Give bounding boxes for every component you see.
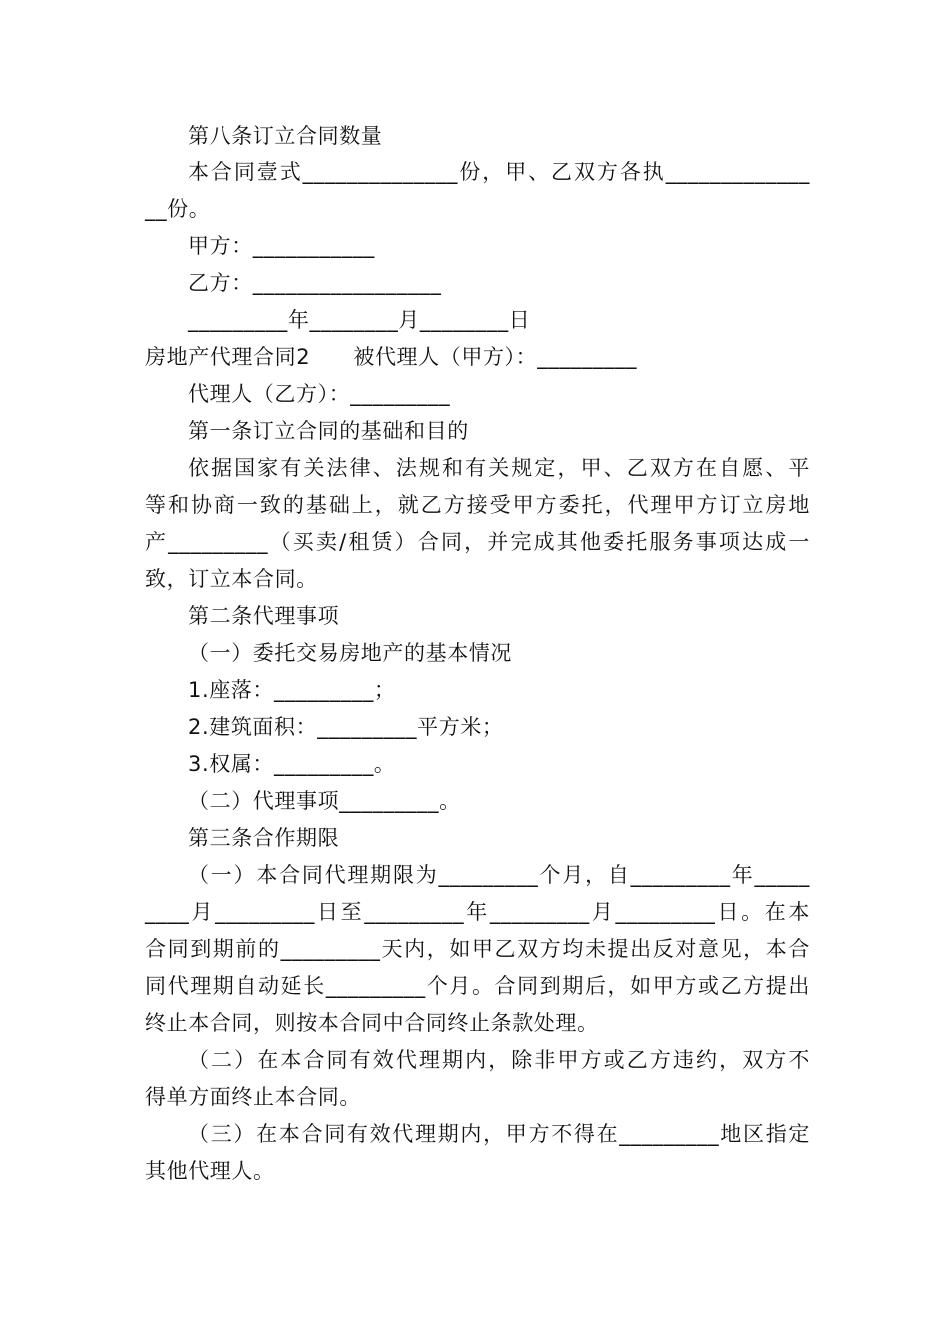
item-2-line: （二）代理事项_________。: [188, 789, 461, 813]
article-2-heading: 第二条代理事项: [188, 604, 340, 628]
party-b-line: 乙方：_________________: [188, 271, 442, 295]
item-3-2-l2: 得单方面终止本合同。: [145, 1085, 361, 1109]
agent-line: 代理人（乙方）：_________: [188, 382, 451, 406]
area-line: 2.建筑面积：_________平方米；: [188, 715, 504, 739]
party-a-line: 甲方：___________: [188, 234, 375, 258]
copies-line: 本合同壹式______________份，甲、乙双方各执_____________: [188, 160, 810, 184]
term-para-l2: ____月_________日至_________年_________月_________日。在本: [145, 900, 810, 924]
date-line: _________年________月________日: [188, 308, 531, 332]
term-para-l3: 合同到期前的_________天内，如甲乙双方均未提出反对意见，本合: [145, 937, 810, 961]
article-1-para-l2: 等和协商一致的基础上，就乙方接受甲方委托，代理甲方订立房地: [145, 493, 810, 517]
location-line: 1.座落：_________；: [188, 678, 396, 702]
article-1-para-l3: 产_________（买卖/租赁）合同，并完成其他委托服务事项达成一: [145, 530, 810, 554]
item-1-heading: （一）委托交易房地产的基本情况: [188, 641, 512, 665]
article-1-heading: 第一条订立合同的基础和目的: [188, 419, 469, 443]
article-1-para-l4: 致，订立本合同。: [145, 567, 318, 591]
term-para-l4: 同代理期自动延长_________个月。合同到期后，如甲方或乙方提出: [145, 974, 810, 998]
article-3-heading: 第三条合作期限: [188, 826, 340, 850]
ownership-line: 3.权属：_________。: [188, 752, 396, 776]
contract-2-title-line: 房地产代理合同2 被代理人（甲方）：_________: [145, 345, 638, 369]
copies-line-cont: __份。: [145, 197, 211, 221]
article-8-heading: 第八条订立合同数量: [188, 124, 383, 148]
term-para-l5: 终止本合同，则按本合同中合同终止条款处理。: [145, 1011, 599, 1035]
item-3-2-l1: （二）在本合同有效代理期内，除非甲方或乙方违约，双方不: [188, 1048, 810, 1072]
item-3-3-l2: 其他代理人。: [145, 1159, 275, 1183]
term-para-l1: （一）本合同代理期限为_________个月，自_________年_____: [188, 863, 810, 887]
item-3-3-l1: （三）在本合同有效代理期内，甲方不得在_________地区指定: [188, 1122, 810, 1146]
article-1-para-l1: 依据国家有关法律、法规和有关规定，甲、乙双方在自愿、平: [188, 456, 810, 480]
